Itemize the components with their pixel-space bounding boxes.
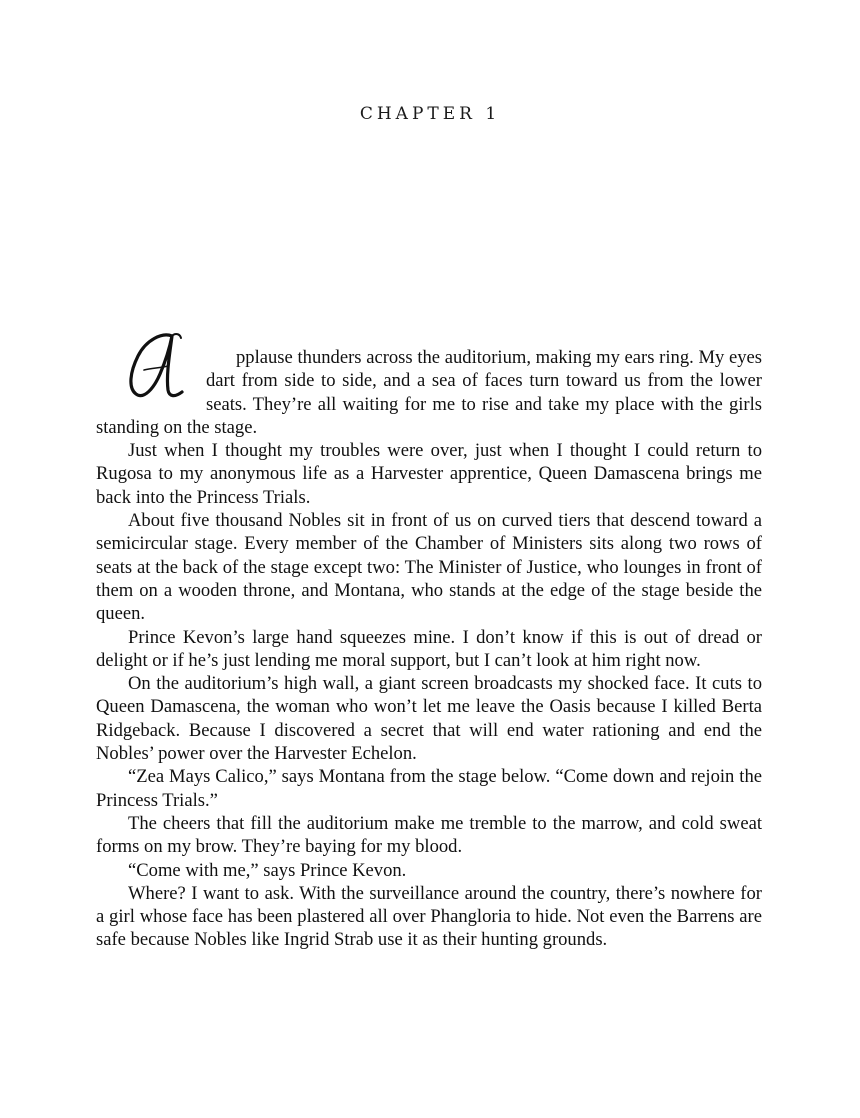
paragraph-9: Where? I want to ask. With the surveillance around the country, there’s nowhere for a girl whose face has been plastered all over Phangloria to hide. Not even the Barrens are safe because Nobles like Ingrid Strab use it as their hunting grounds. xyxy=(96,882,762,951)
paragraph-8: “Come with me,” says Prince Kevon. xyxy=(128,859,407,881)
drop-cap-a-glyph xyxy=(124,330,194,402)
paragraph-6: “Zea Mays Calico,” says Montana from the stage below. “Come down and rejoin the Princess Trials.” xyxy=(96,766,762,811)
paragraph-4: Prince Kevon’s large hand squeezes mine. I don’t know if this is out of dread or delight or if he’s just lending me moral support, but I can’t look at him right now. xyxy=(96,626,762,671)
paragraph-3: About five thousand Nobles sit in front of us on curved tiers that descend toward a semicircular stage. Every member of the Chamber of Ministers sits along two rows of seats at the back of the stage except two: The Minister of Justice, who lounges in front of them on a wooden throne, and Montana, who stands at the edge of the stage beside the queen. xyxy=(96,510,762,625)
drop-cap xyxy=(96,330,206,398)
paragraph-2: Just when I thought my troubles were over, just when I thought I could return to Rugosa to my anonymous life as a Harvester apprentice, Queen Damascena brings me back into the Princess Trials. xyxy=(96,440,762,508)
paragraph-1 xyxy=(96,346,762,439)
chapter-body xyxy=(96,346,762,952)
paragraph-text: pplause thunders across the auditorium, making my ears ring. My eyes dart from side to side, and a sea of faces turn toward us from the lower seats. They’re all waiting for me to rise and take my place with the girls standing on the stage. xyxy=(96,347,762,438)
paragraph-7: The cheers that fill the auditorium make me tremble to the marrow, and cold sweat forms on my brow. They’re baying for my blood. xyxy=(96,812,762,858)
chapter-heading: CHAPTER 1 xyxy=(359,104,501,124)
paragraph-5: On the auditorium’s high wall, a giant screen broadcasts my shocked face. It cuts to Queen Damascena, the woman who won’t let me leave the Oasis because I killed Berta Ridgeback. Because I discovered a secret that will end water rationing and end the Nobles’ power over the Harvester Echelon. xyxy=(96,673,762,765)
